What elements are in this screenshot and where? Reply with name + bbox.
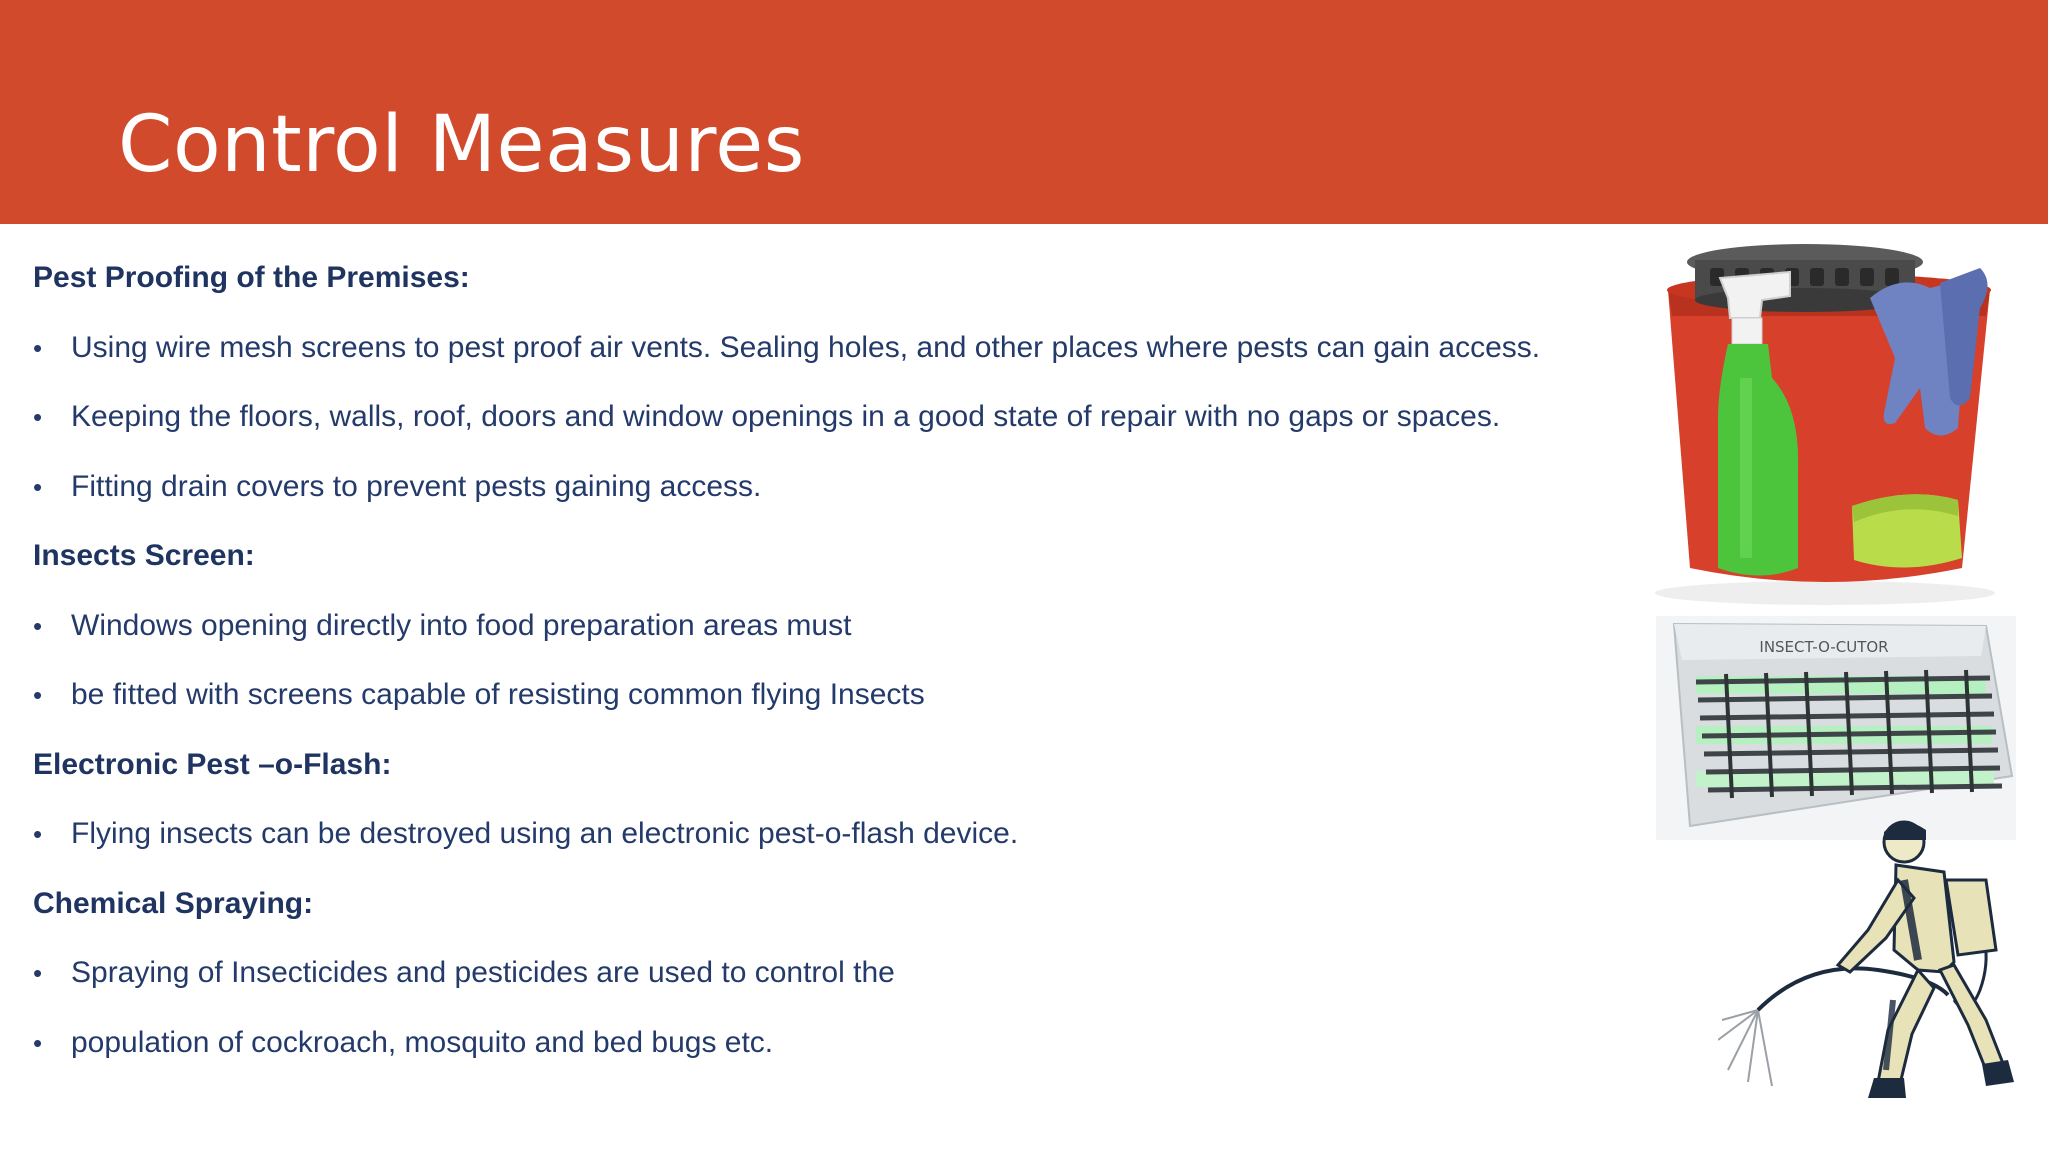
section-heading-insects-screen: Insects Screen:: [33, 539, 255, 572]
bullet-item: • population of cockroach, mosquito and bed bugs etc.: [33, 1017, 1593, 1087]
section-heading-pest-proofing: Pest Proofing of the Premises:: [33, 261, 470, 294]
section-heading-electronic-pest-flash: Electronic Pest –o-Flash:: [33, 747, 392, 781]
insect-killer-label: INSECT-O-CUTOR: [1759, 638, 1889, 656]
insect-killer-image: [1656, 616, 2016, 840]
bullet-icon: •: [33, 680, 43, 710]
bullet-item: • Using wire mesh screens to pest proof air vents. Sealing holes, and other places where pests can gain access.: [33, 322, 1593, 392]
bullet-item: • Keeping the floors, walls, roof, doors and window openings in a good state of repair with no gaps or spaces.: [33, 391, 1593, 461]
bullet-icon: •: [33, 958, 43, 988]
bullet-icon: •: [33, 332, 43, 363]
slide-content: [33, 252, 1593, 1086]
bullet-item: • Windows opening directly into food preparation areas must: [33, 600, 1593, 670]
bullet-item: • Spraying of Insecticides and pesticides are used to control the: [33, 947, 1593, 1017]
section-heading-chemical-spraying: Chemical Spraying:: [33, 886, 314, 920]
cleaning-bucket-image: [1640, 238, 2000, 606]
slide-title: Control Measures: [118, 100, 805, 190]
bullet-item: • Fitting drain covers to prevent pests gaining access.: [33, 461, 1593, 531]
bullet-icon: •: [33, 1027, 43, 1058]
bullet-icon: •: [33, 610, 43, 641]
title-banner: [0, 0, 2048, 224]
bullet-icon: •: [33, 471, 43, 502]
bullet-item: • Flying insects can be destroyed using an electronic pest-o-flash device.: [33, 808, 1593, 878]
bullet-icon: •: [33, 402, 43, 432]
pest-control-sprayer-image: [1718, 820, 2018, 1104]
bullet-icon: •: [33, 819, 43, 849]
bullet-item: • be fitted with screens capable of resisting common flying Insects: [33, 669, 1593, 739]
